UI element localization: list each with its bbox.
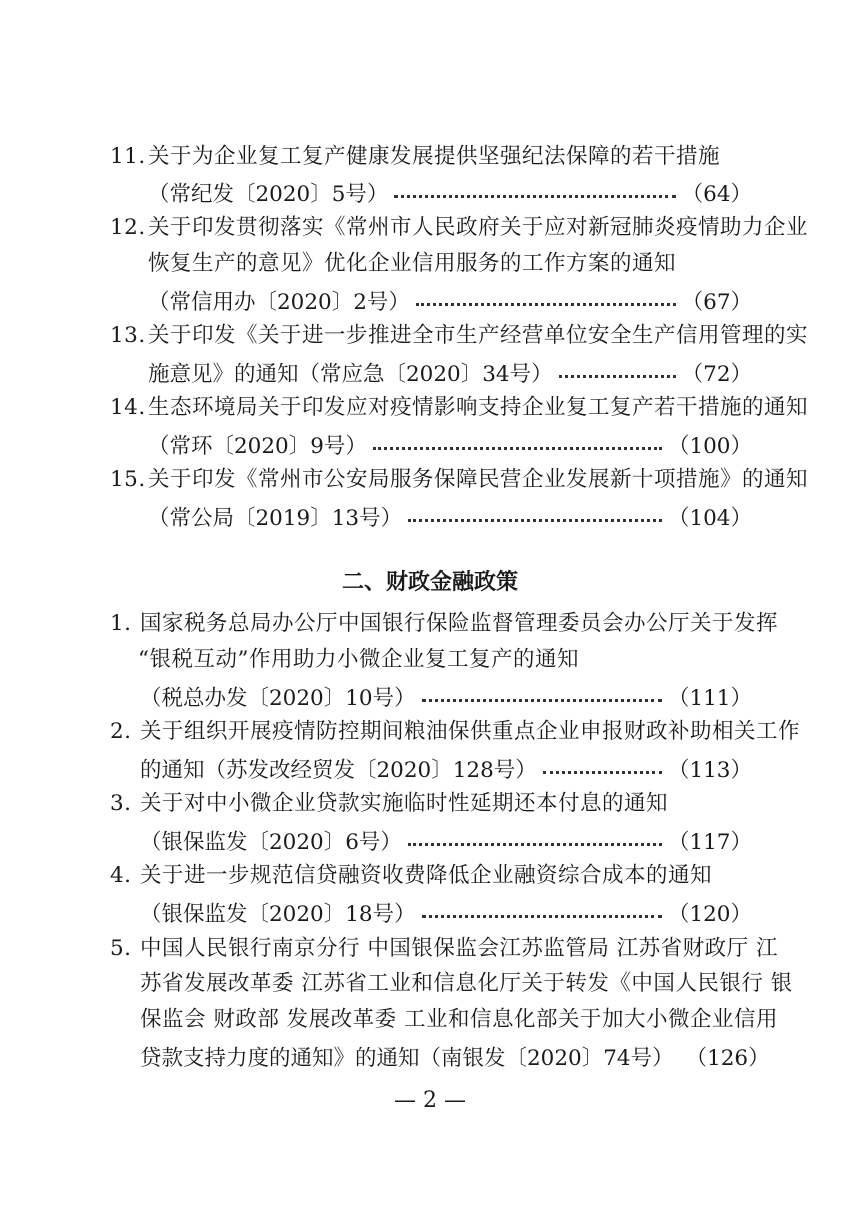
entry-title-continued: 保监会 财政部 发展改革委 工业和信息化部关于加大小微企业信用	[140, 1007, 779, 1032]
entry-page: （113）	[667, 757, 752, 783]
toc-entry-2	[0, 714, 860, 750]
entry-title: 关于印发《关于进一步推进全市生产经营单位安全生产信用管理的实	[148, 323, 809, 348]
entry-page: （100）	[667, 433, 752, 459]
entry-title: 关于进一步规范信贷融资收费降低企业融资综合成本的通知	[140, 863, 713, 888]
page-number: — 2 —	[394, 1088, 466, 1113]
entry-title: 关于对中小微企业贷款实施临时性延期还本付息的通知	[140, 791, 669, 816]
entry-number: 2.	[110, 719, 132, 744]
leader-dots	[543, 771, 662, 774]
toc-entry-1	[0, 606, 860, 642]
entry-title: 中国人民银行南京分行 中国银保监会江苏监管局 江苏省财政厅 江	[140, 936, 779, 961]
toc-entry-15	[0, 462, 860, 498]
entry-page: （72）	[681, 361, 752, 387]
entry-page: （111）	[667, 685, 752, 711]
entry-reference: （银保监发〔2020〕6号）	[140, 829, 402, 855]
entry-page: （104）	[667, 505, 752, 531]
entry-page: （64）	[681, 181, 752, 207]
entry-title: 关于为企业复工复产健康发展提供坚强纪法保障的若干措施	[148, 144, 721, 169]
section-heading: 二、财政金融政策	[341, 569, 518, 595]
entry-number: 5.	[110, 936, 132, 961]
toc-entry-11	[0, 139, 860, 175]
leader-dots	[422, 699, 662, 702]
leader-dots	[408, 843, 662, 846]
leader-dots	[394, 195, 675, 198]
toc-entry-5	[0, 931, 860, 967]
leader-dots	[559, 375, 676, 378]
entry-reference: （税总办发〔2020〕10号）	[140, 685, 416, 711]
entry-reference: （常信用办〔2020〕2号）	[148, 289, 410, 315]
entry-number: 14.	[110, 395, 146, 420]
entry-number: 11.	[110, 144, 146, 169]
entry-reference: 施意见》的通知（常应急〔2020〕34号）	[148, 361, 553, 387]
entry-title: 关于印发贯彻落实《常州市人民政府关于应对新冠肺炎疫情助力企业	[148, 215, 809, 240]
toc-entry-13	[0, 318, 860, 354]
entry-page: （117）	[667, 829, 752, 855]
entry-reference: （常纪发〔2020〕5号）	[148, 181, 389, 207]
entry-reference: 的通知（苏发改经贸发〔2020〕128号）	[140, 757, 537, 783]
entry-number: 12.	[110, 215, 146, 240]
entry-title: 关于组织开展疫情防控期间粮油保供重点企业申报财政补助相关工作	[140, 719, 801, 744]
leader-dots	[408, 519, 662, 522]
leader-dots	[373, 447, 662, 450]
entry-page: （126）	[685, 1045, 770, 1071]
leader-dots	[422, 915, 662, 918]
entry-title-continued: “银税互动”作用助力小微企业复工复产的通知	[138, 647, 579, 672]
entry-number: 15.	[110, 467, 146, 492]
entry-title: 生态环境局关于印发应对疫情影响支持企业复工复产若干措施的通知	[148, 395, 809, 420]
toc-entry-14	[0, 390, 860, 426]
entry-number: 4.	[110, 863, 132, 888]
entry-reference: （常公局〔2019〕13号）	[148, 505, 403, 531]
toc-entry-4	[0, 858, 860, 894]
entry-title-continued: 恢复生产的意见》优化企业信用服务的工作方案的通知	[148, 251, 677, 276]
toc-entry-12	[0, 210, 860, 246]
entry-page: （67）	[681, 289, 752, 315]
entry-title-continued: 苏省发展改革委 江苏省工业和信息化厅关于转发《中国人民银行 银	[140, 971, 793, 996]
toc-entry-3	[0, 786, 860, 822]
entry-reference: 贷款支持力度的通知》的通知（南银发〔2020〕74号）	[140, 1045, 674, 1071]
entry-number: 13.	[110, 323, 146, 348]
entry-number: 3.	[110, 791, 132, 816]
entry-title: 关于印发《常州市公安局服务保障民营企业发展新十项措施》的通知	[148, 467, 809, 492]
entry-reference: （常环〔2020〕9号）	[148, 433, 367, 459]
leader-dots	[416, 303, 676, 306]
entry-page: （120）	[667, 901, 752, 927]
entry-number: 1.	[110, 611, 132, 636]
entry-title: 国家税务总局办公厅中国银行保险监督管理委员会办公厅关于发挥	[140, 611, 779, 636]
entry-reference: （银保监发〔2020〕18号）	[140, 901, 416, 927]
